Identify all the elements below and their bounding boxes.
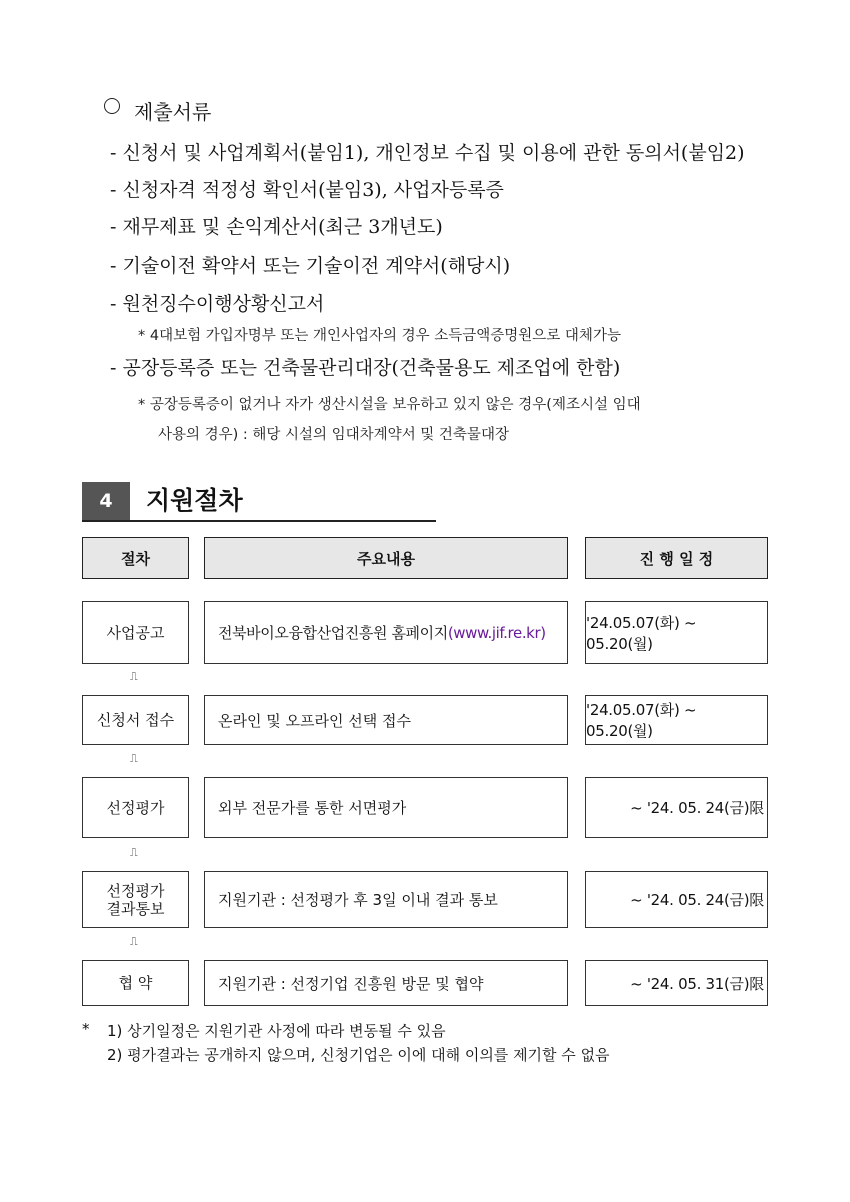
footnote-star: *: [82, 1020, 90, 1038]
date-text: ~ '24. 05. 31(금)限: [630, 974, 764, 993]
content-text: 지원기관 : 선정평가 후 3일 이내 결과 통보: [218, 891, 498, 909]
date-text: '24.05.07(화) ~ 05.20(월): [586, 701, 697, 740]
date-cell: [585, 871, 768, 928]
content-text: 온라인 및 오프라인 선택 접수: [218, 711, 411, 730]
down-arrow-icon: ⎍: [130, 846, 138, 859]
docs-item: - 신청서 및 사업계획서(붙임1), 개인정보 수집 및 이용에 관한 동의서(붙임2): [110, 142, 745, 164]
content-cell: [204, 960, 568, 1006]
docs-heading: 제출서류: [134, 100, 212, 124]
content-cell: [204, 695, 568, 745]
step-cell: [82, 960, 189, 1006]
step-cell: [82, 777, 189, 838]
content-text: 전북바이오융합산업진흥원 홈페이지: [218, 624, 448, 642]
header-schedule: 진 행 일 정: [585, 537, 768, 579]
content-cell: [204, 871, 568, 928]
content-text: 지원기관 : 선정기업 진흥원 방문 및 협약: [218, 974, 484, 993]
bullet-circle-icon: [104, 98, 120, 114]
footnote-line: 2) 평가결과는 공개하지 않으며, 신청기업은 이에 대해 이의를 제기할 수 없음: [107, 1046, 610, 1064]
step-label: 선정평가: [106, 798, 165, 817]
date-text: ~ '24. 05. 24(금)限: [630, 891, 764, 909]
step-label-line1: 선정평가: [106, 881, 165, 900]
step-label-line2: 결과통보: [106, 899, 165, 918]
step-label: 신청서 접수: [96, 711, 175, 729]
date-cell: [585, 601, 768, 664]
date-cell: [585, 695, 768, 745]
date-cell: [585, 960, 768, 1006]
content-text: 외부 전문가를 통한 서면평가: [218, 799, 407, 817]
date-cell: [585, 777, 768, 838]
section-title: 지원절차: [146, 486, 243, 515]
date-text: ~ '24. 05. 24(금)限: [630, 799, 764, 817]
down-arrow-icon: ⎍: [130, 670, 138, 683]
down-arrow-icon: ⎍: [130, 935, 138, 948]
docs-item: - 원천징수이행상황신고서: [110, 293, 325, 315]
docs-note: 사용의 경우) : 해당 시설의 임대차계약서 및 건축물대장: [158, 427, 509, 443]
step-cell: [82, 601, 189, 664]
docs-item: - 신청자격 적정성 확인서(붙임3), 사업자등록증: [110, 179, 504, 201]
step-cell: [82, 695, 189, 745]
docs-note: * 4대보험 가입자명부 또는 개인사업자의 경우 소득금액증명원으로 대체가능: [138, 328, 621, 344]
header-step: 절차: [82, 537, 189, 579]
docs-note: * 공장등록증이 없거나 자가 생산시설을 보유하고 있지 않은 경우(제조시설 임대: [138, 397, 641, 413]
section-underline: [82, 520, 436, 522]
down-arrow-icon: ⎍: [130, 752, 138, 765]
docs-item: - 공장등록증 또는 건축물관리대장(건축물용도 제조업에 한함): [110, 357, 621, 379]
docs-item: - 기술이전 확약서 또는 기술이전 계약서(해당시): [110, 255, 511, 277]
date-text: '24.05.07(화) ~ 05.20(월): [586, 613, 697, 653]
step-label: 사업공고: [106, 623, 165, 642]
header-content: 주요내용: [204, 537, 568, 579]
homepage-link[interactable]: (www.jif.re.kr): [447, 623, 546, 642]
docs-item: - 재무제표 및 손익계산서(최근 3개년도): [110, 216, 443, 238]
content-cell: [204, 777, 568, 838]
section-number: 4: [82, 482, 130, 520]
footnote-line: 1) 상기일정은 지원기관 사정에 따라 변동될 수 있음: [107, 1022, 446, 1040]
content-cell: [204, 601, 568, 664]
step-label: 협 약: [118, 974, 153, 992]
step-cell: [82, 871, 189, 928]
